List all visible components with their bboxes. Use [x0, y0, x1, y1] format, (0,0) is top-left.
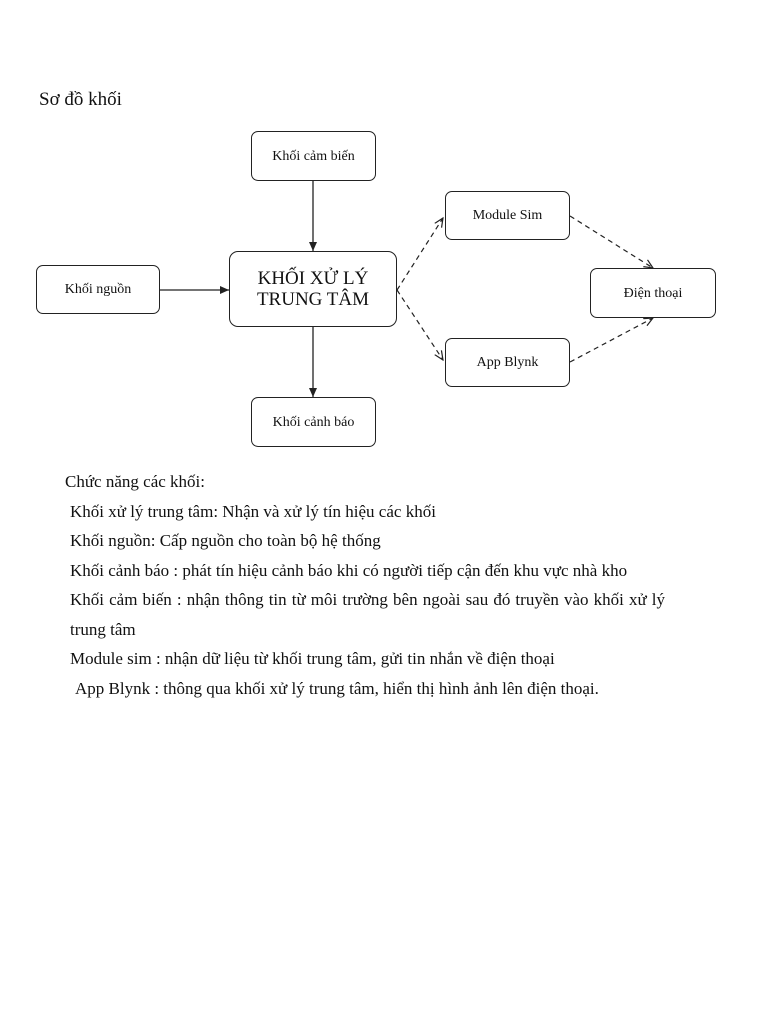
block-module-sim [445, 191, 570, 240]
function-item-central: Khối xử lý trung tâm: Nhận và xử lý tín hiệu các khối [70, 501, 436, 521]
block-warning-label: Khối cảnh báo [272, 414, 355, 430]
block-module-sim-label: Module Sim [472, 208, 543, 223]
block-power [36, 265, 160, 314]
arrow-center-to-module-sim [397, 218, 443, 290]
block-app-blynk [445, 338, 570, 387]
functions-section [65, 467, 665, 703]
block-phone [590, 268, 716, 318]
block-sensor-label: Khối cảm biến [272, 148, 355, 164]
functions-title: Chức năng các khối: [65, 472, 205, 491]
section-heading: Sơ đồ khối [39, 89, 122, 110]
block-warning [251, 397, 376, 447]
block-phone-label: Điện thoại [623, 285, 683, 301]
block-central-processor [229, 251, 397, 327]
block-central-line1: KHỐI XỬ LÝ [257, 268, 369, 289]
block-sensor [251, 131, 376, 181]
function-item-sensor: Khối cảm biến : nhận thông tin từ môi trường bên ngoài sau đó truyền vào khối xử lý trung tâm [70, 590, 665, 639]
function-item-module-sim: Module sim : nhận dữ liệu từ khối trung tâm, gửi tin nhắn về điện thoại [70, 649, 555, 668]
function-item-warning: Khối cảnh báo : phát tín hiệu cảnh báo khi có người tiếp cận đến khu vực nhà kho [70, 560, 628, 580]
function-item-app-blynk: App Blynk : thông qua khối xử lý trung tâm, hiển thị hình ảnh lên điện thoại. [75, 678, 599, 698]
arrow-app-blynk-to-phone [570, 318, 653, 362]
block-central-line2: TRUNG TÂM [256, 289, 370, 310]
block-diagram-arrows [0, 0, 768, 460]
arrow-module-sim-to-phone [570, 216, 653, 268]
arrow-center-to-app-blynk [397, 290, 443, 360]
block-app-blynk-label: App Blynk [476, 355, 539, 370]
function-item-power: Khối nguồn: Cấp nguồn cho toàn bộ hệ thống [70, 531, 381, 550]
block-power-label: Khối nguồn [64, 282, 132, 297]
